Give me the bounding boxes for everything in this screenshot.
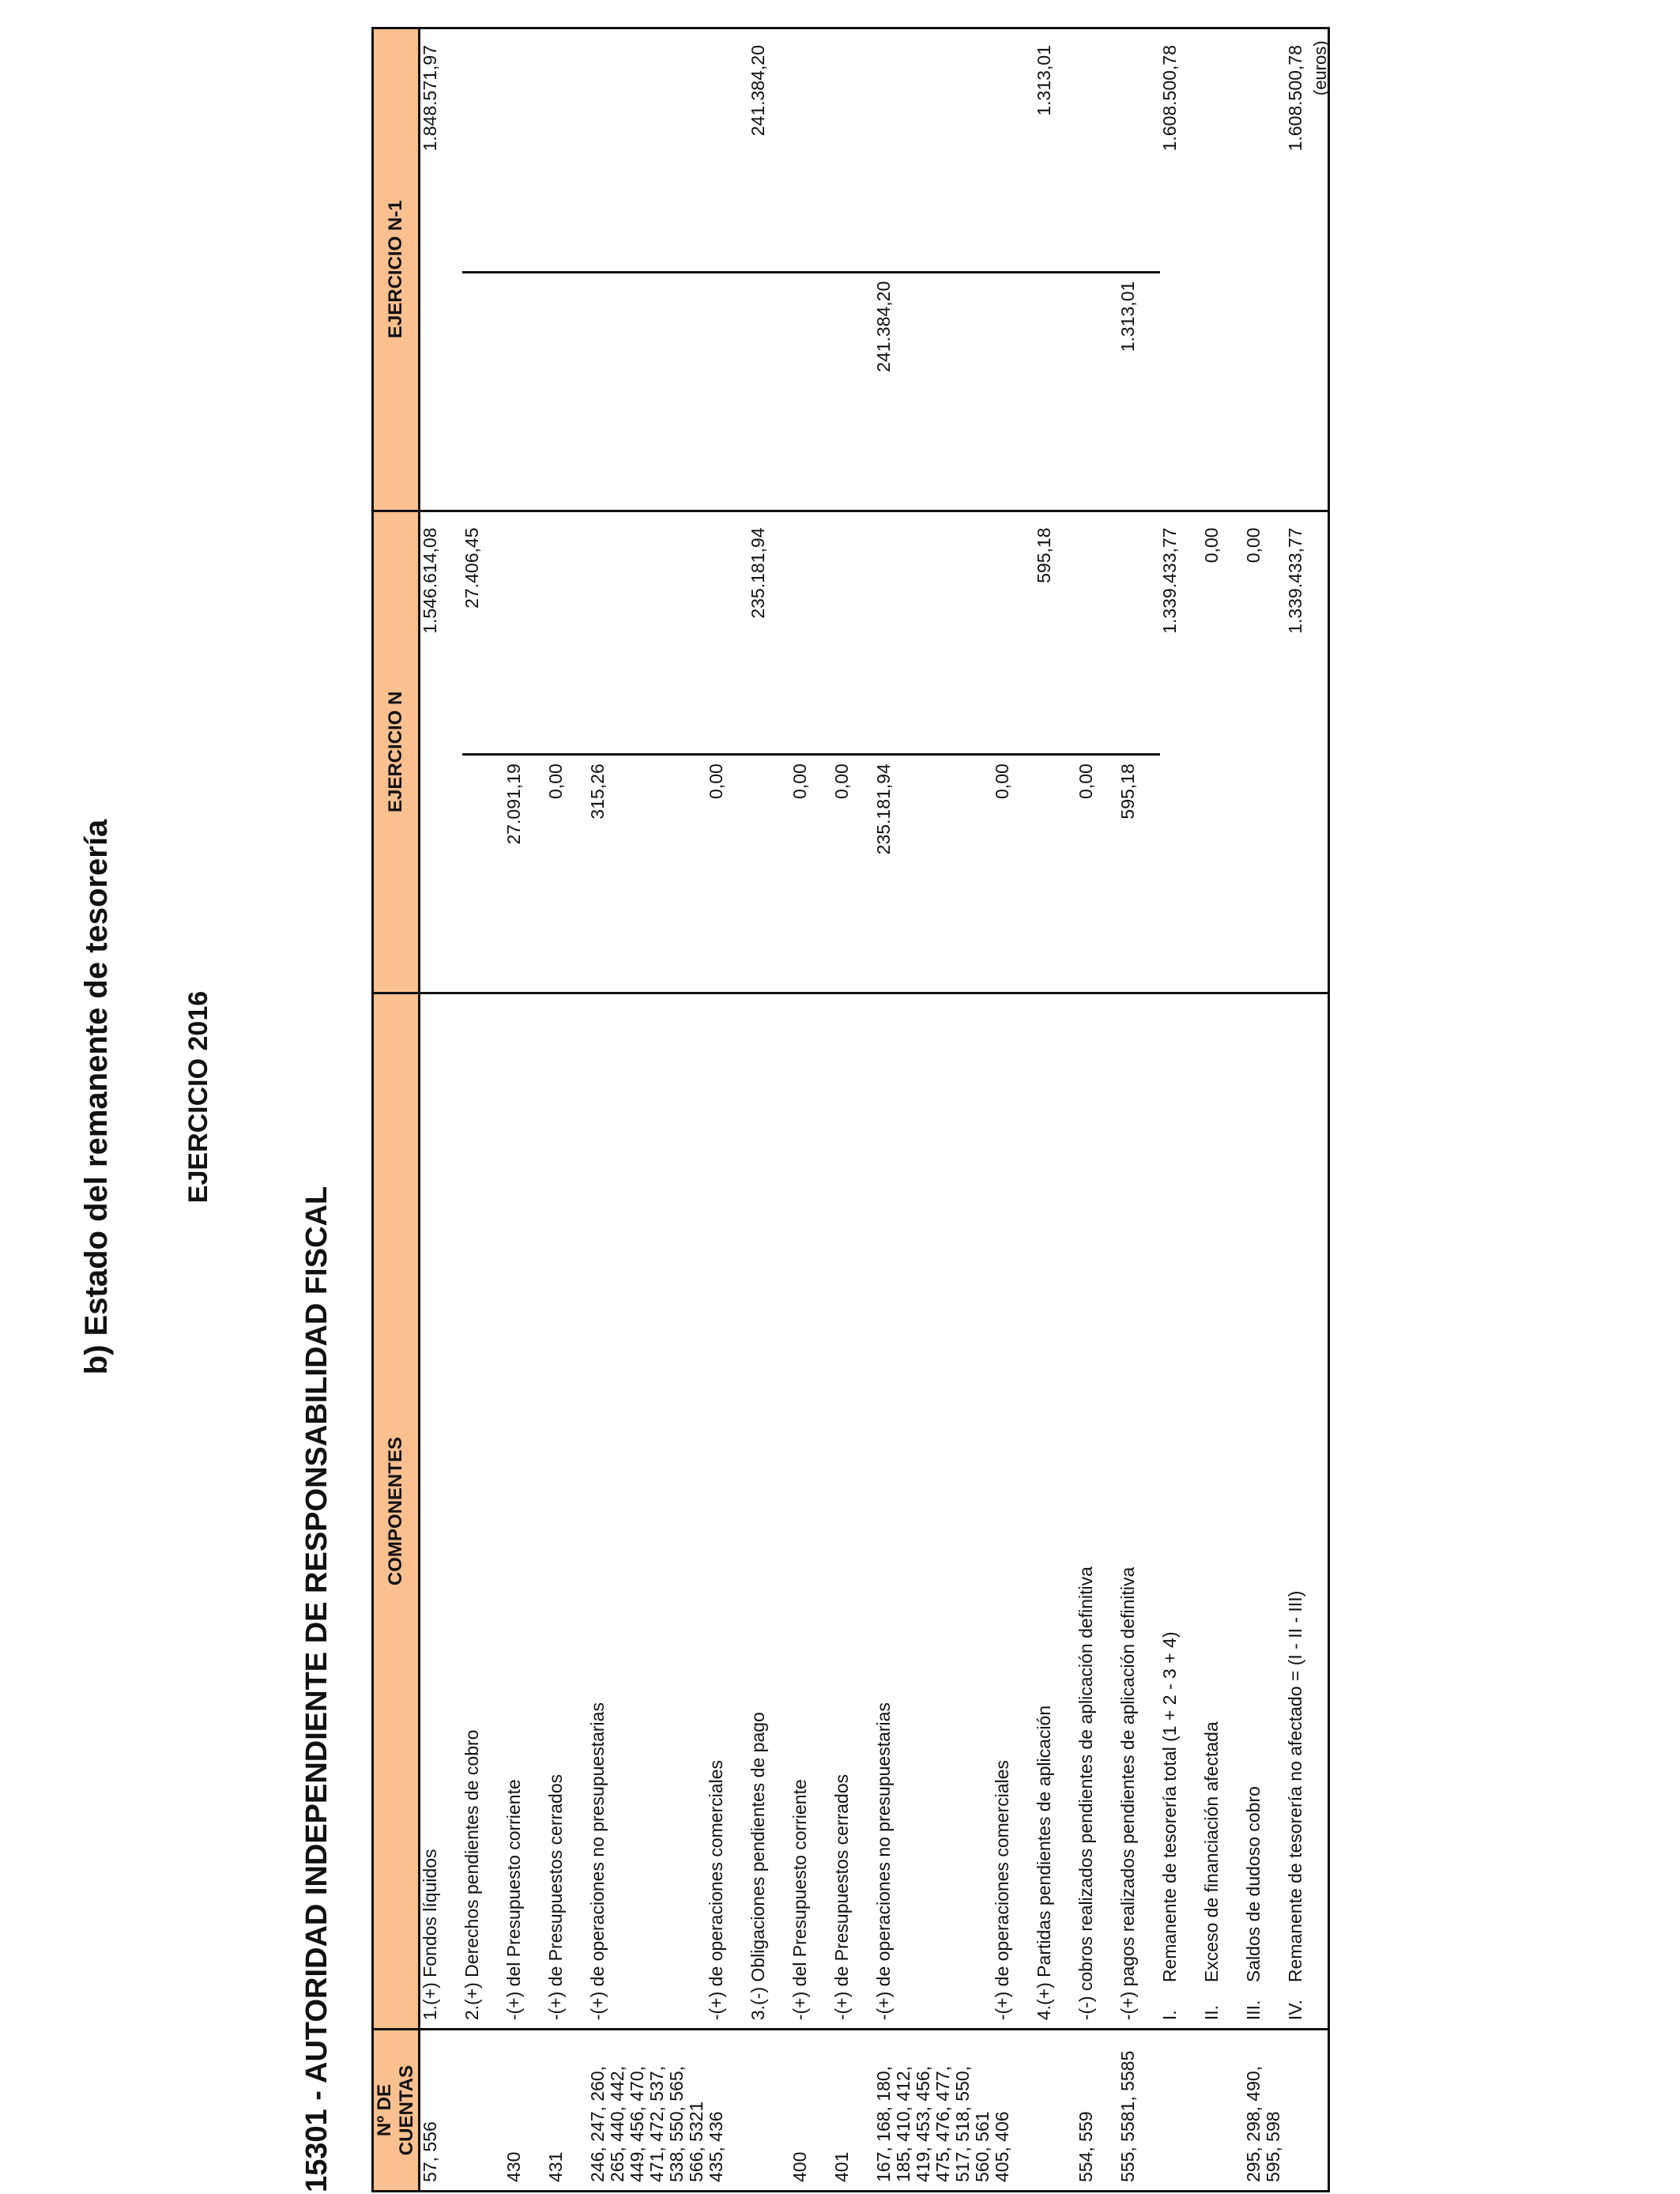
year-n-cell [588, 511, 706, 993]
year-n-detail-value: 235.181,94 [874, 753, 993, 984]
year-n-detail-empty [1286, 753, 1328, 984]
summary-row [1244, 28, 1286, 2192]
year-n-total-value [504, 520, 546, 754]
account-codes: 400 [790, 2030, 832, 2192]
year-n1-total-value [462, 37, 504, 271]
account-codes [1160, 2030, 1202, 2192]
year-n-cell [790, 511, 832, 993]
year-n-detail-value: 595,18 [1118, 753, 1160, 984]
year-n1-total-value [832, 37, 874, 271]
year-n-detail-empty [1244, 753, 1286, 984]
account-codes: 295, 298, 490, 595, 598 [1244, 2030, 1286, 2192]
year-n1-total-value [1118, 37, 1160, 271]
year-n-total-value [706, 520, 748, 754]
year-n-detail-value: 0,00 [832, 753, 874, 984]
year-n1-cell [462, 28, 504, 511]
table-row [832, 28, 874, 2192]
summary-component [1202, 993, 1244, 2030]
table-row [420, 28, 463, 2192]
year-n-total-value: 595,18 [1034, 527, 1054, 583]
year-n1-detail-value [832, 271, 874, 502]
account-codes: 431 [546, 2030, 588, 2192]
account-codes [748, 2030, 790, 2192]
units-label: (euros) [1310, 40, 1330, 96]
table-row [1076, 28, 1118, 2192]
roman-numeral: I. [1159, 2010, 1180, 2021]
year-n-total-value [1076, 520, 1118, 754]
year-n1-detail-value [420, 271, 462, 502]
year-n1-detail-value [546, 271, 588, 502]
year-n-detail-value: 0,00 [546, 753, 588, 984]
component-label: -(+) del Presupuesto corriente [504, 993, 546, 2030]
table-row [1118, 28, 1160, 2192]
year-n1-cell [1034, 28, 1076, 511]
year-n-cell [1244, 511, 1286, 993]
year-n1-total-value [790, 37, 832, 271]
account-codes: 246, 247, 260, 265, 440, 442, 449, 456, 470, 471, 472, 537, 538, 550, 565, 566, 5321 [588, 2030, 706, 2192]
year-n1-cell [420, 28, 463, 511]
year-n-detail-value: 0,00 [993, 753, 1034, 984]
summary-component [1160, 993, 1202, 2030]
header-accounts: Nº DE CUENTAS [373, 2030, 420, 2192]
year-n1-total-value [504, 37, 546, 271]
component-label: -(+) de operaciones comerciales [706, 993, 748, 2030]
account-codes [1286, 2030, 1329, 2192]
component-label: -(+) del Presupuesto corriente [790, 993, 832, 2030]
roman-numeral: III. [1243, 2000, 1264, 2021]
year-n1-cell [748, 28, 790, 511]
year-n1-detail-value [1034, 271, 1076, 502]
year-n-total-value [588, 520, 706, 754]
table-row [790, 28, 832, 2192]
year-n-cell [1286, 511, 1329, 993]
table-row [588, 28, 706, 2192]
year-n-detail-value [748, 753, 790, 984]
table-row [546, 28, 588, 2192]
year-n1-cell [1244, 28, 1286, 511]
year-n1-detail-value [748, 271, 790, 502]
summary-label: Remanente de tesorería total (1 + 2 - 3 + 4) [1159, 1631, 1180, 1983]
year-n1-detail-value: 1.313,01 [1118, 271, 1160, 502]
year-n-total-value: 0,00 [1243, 527, 1264, 564]
year-n1-cell [993, 28, 1034, 511]
year-n1-detail-value [790, 271, 832, 502]
table-row [993, 28, 1034, 2192]
component-label: -(+) de operaciones no presupuestarias [588, 993, 706, 2030]
account-codes: 430 [504, 2030, 546, 2192]
table-row [504, 28, 546, 2192]
summary-label: Remanente de tesorería no afectado = (I - II - III) [1285, 1590, 1305, 1983]
year-n1-cell [546, 28, 588, 511]
year-n1-total-value [706, 37, 748, 271]
year-n-total-value: 1.339.433,77 [1285, 527, 1305, 634]
year-n-detail-value: 315,26 [588, 753, 706, 984]
year-n-cell [504, 511, 546, 993]
table-row [706, 28, 748, 2192]
year-n1-cell [832, 28, 874, 511]
year-n1-total-value: 1.313,01 [1034, 45, 1054, 116]
year-n1-detail-value [588, 271, 706, 502]
component-label: -(+) de Presupuestos cerrados [546, 993, 588, 2030]
year-n1-detail-value [504, 271, 546, 502]
year-n-total-value: 0,00 [1201, 527, 1222, 564]
year-n1-detail-value [706, 271, 748, 502]
component-label: -(-) cobros realizados pendientes de aplicación definitiva [1076, 993, 1118, 2030]
year-n-cell [993, 511, 1034, 993]
component-label: -(+) de Presupuestos cerrados [832, 993, 874, 2030]
account-codes: 435, 436 [706, 2030, 748, 2192]
account-codes [1034, 2030, 1076, 2192]
year-n1-cell [706, 28, 748, 511]
year-n1-total-value [1202, 37, 1244, 271]
year-n1-total-value: 1.608.500,78 [1285, 45, 1305, 152]
year-n-total-value: 1.546.614,08 [420, 527, 440, 634]
year-n1-cell [874, 28, 993, 511]
year-n1-detail-empty [1160, 271, 1202, 502]
account-codes: 554, 559 [1076, 2030, 1118, 2192]
year-n-cell [874, 511, 993, 993]
year-n-detail-value: 0,00 [1076, 753, 1118, 984]
component-label: 2.(+) Derechos pendientes de cobro [462, 993, 504, 2030]
roman-numeral: IV. [1285, 2000, 1305, 2021]
year-n1-detail-empty [1202, 271, 1244, 502]
account-codes [1202, 2030, 1244, 2192]
year-n-cell [420, 511, 463, 993]
year-n-detail-value: 27.091,19 [504, 753, 546, 984]
treasury-remainder-table [371, 27, 1330, 2192]
year-n-total-value [1118, 520, 1160, 754]
year-n1-total-value [546, 37, 588, 271]
year-n1-cell [1286, 28, 1329, 511]
header-year-n1: EJERCICIO N-1 [373, 28, 420, 511]
year-n-total-value [832, 520, 874, 754]
year-n1-detail-empty [1244, 271, 1286, 502]
component-label: 3.(-) Obligaciones pendientes de pago [748, 993, 790, 2030]
summary-row [1286, 28, 1329, 2192]
year-n1-total-value [1076, 37, 1118, 271]
year-n-cell [1202, 511, 1244, 993]
table-row [1034, 28, 1076, 2192]
account-codes: 57, 556 [420, 2030, 463, 2192]
year-n1-total-value [1244, 37, 1286, 271]
component-label: -(+) de operaciones no presupuestarias [874, 993, 993, 2030]
account-codes: 167, 168, 180, 185, 410, 412, 419, 453, 456, 475, 476, 477, 517, 518, 550, 560, 561 [874, 2030, 993, 2192]
year-n-total-value [993, 520, 1034, 754]
summary-component [1244, 993, 1286, 2030]
year-n1-detail-value [1076, 271, 1118, 502]
header-year-n: EJERCICIO N [373, 511, 420, 993]
year-n1-detail-value [462, 271, 504, 502]
account-codes: 405, 406 [993, 2030, 1034, 2192]
year-n-detail-empty [1202, 753, 1244, 984]
account-codes: 555, 5581, 5585 [1118, 2030, 1160, 2192]
year-n-cell [832, 511, 874, 993]
summary-row [1202, 28, 1244, 2192]
year-n1-total-value: 1.608.500,78 [1159, 45, 1180, 152]
year-n1-detail-value [993, 271, 1034, 502]
summary-row [1160, 28, 1202, 2192]
year-n-total-value: 1.339.433,77 [1159, 527, 1180, 634]
header-components: COMPONENTES [373, 993, 420, 2030]
year-n-detail-value [462, 753, 504, 984]
year-n1-cell [1118, 28, 1160, 511]
year-n1-detail-value: 241.384,20 [874, 271, 993, 502]
table-row [874, 28, 993, 2192]
year-n1-total-value: 1.848.571,97 [420, 45, 440, 152]
table-row [748, 28, 790, 2192]
year-n-total-value [874, 520, 993, 754]
year-n-detail-value: 0,00 [790, 753, 832, 984]
component-label: -(+) de operaciones comerciales [993, 993, 1034, 2030]
account-codes: 401 [832, 2030, 874, 2192]
year-n-cell [1034, 511, 1076, 993]
year-n-cell [748, 511, 790, 993]
fiscal-year-title: EJERCICIO 2016 [183, 990, 213, 1204]
year-n-detail-value [420, 753, 462, 984]
year-n-cell [1118, 511, 1160, 993]
year-n1-cell [588, 28, 706, 511]
document-title: b) Estado del remanente de tesorería [79, 819, 114, 1375]
year-n1-cell [1160, 28, 1202, 511]
year-n1-total-value [588, 37, 706, 271]
year-n-total-value: 235.181,94 [748, 527, 768, 619]
year-n-cell [546, 511, 588, 993]
year-n-cell [1076, 511, 1118, 993]
summary-label: Saldos de dudoso cobro [1243, 1786, 1264, 1983]
year-n1-detail-empty [1286, 271, 1328, 502]
entity-title: 15301 - AUTORIDAD INDEPENDIENTE DE RESPONSABILIDAD FISCAL [300, 1186, 333, 2192]
year-n1-cell [790, 28, 832, 511]
year-n-total-value [790, 520, 832, 754]
component-label: -(+) pagos realizados pendientes de aplicación definitiva [1118, 993, 1160, 2030]
summary-label: Exceso de financiación afectada [1201, 1721, 1222, 1983]
year-n-total-value: 27.406,45 [461, 527, 482, 609]
year-n1-total-value: 241.384,20 [748, 45, 768, 137]
year-n1-cell [1076, 28, 1118, 511]
year-n1-total-value [993, 37, 1034, 271]
component-label: 4.(+) Partidas pendientes de aplicación [1034, 993, 1076, 2030]
summary-component [1286, 993, 1329, 2030]
account-codes [462, 2030, 504, 2192]
year-n1-cell [504, 28, 546, 511]
year-n-cell [706, 511, 748, 993]
year-n-detail-empty [1160, 753, 1202, 984]
year-n-cell [462, 511, 504, 993]
component-label: 1.(+) Fondos líquidos [420, 993, 463, 2030]
year-n-detail-value: 0,00 [706, 753, 748, 984]
year-n1-total-value [874, 37, 993, 271]
table-body [420, 28, 1329, 2192]
year-n-total-value [546, 520, 588, 754]
year-n1-cell [1202, 28, 1244, 511]
roman-numeral: II. [1201, 2004, 1222, 2021]
year-n-cell [1160, 511, 1202, 993]
table-row [462, 28, 504, 2192]
year-n-detail-value [1034, 753, 1076, 984]
